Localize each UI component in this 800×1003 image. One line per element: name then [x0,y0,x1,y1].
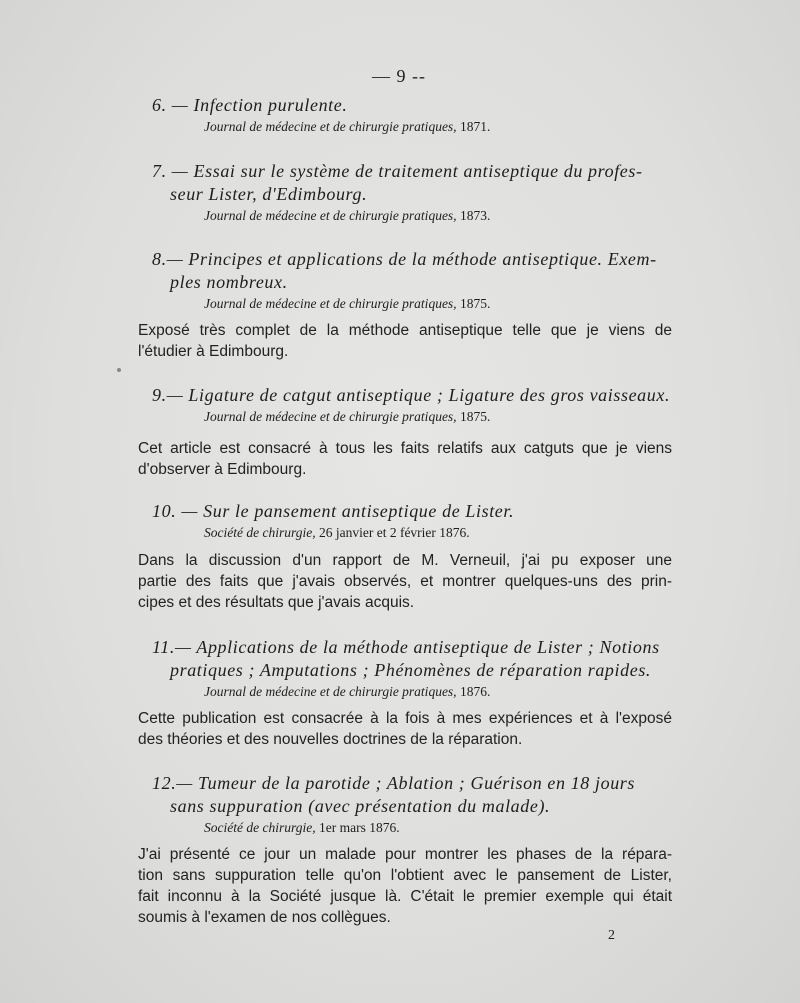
entry-8 [152,248,672,314]
entry-description [138,708,672,750]
entry-source [152,117,672,137]
source-date: 1876. [459,684,491,699]
entry-number: 8.— [152,249,184,269]
entry-source [152,523,672,543]
title-line: Ligature de catgut antiseptique ; Ligature des gros vaisseaux. [188,385,671,405]
title-line: Principes et applications de la méthode antiseptique. Exem- [188,249,657,269]
entry-source [152,818,672,838]
source-name: Journal de médecine et de chirurgie pratiques, [204,409,457,424]
entry-source [152,206,672,226]
title-line: Essai sur le système de traitement antiseptique du profes- [193,161,643,181]
entry-9 [152,384,672,427]
entry-source [152,682,672,702]
entry-title [152,384,672,407]
entry-number: 11.— [152,637,192,657]
source-date: 26 janvier et 2 février 1876. [318,525,470,540]
description-line: cipes et des résultats que j'avais acquis. [138,594,415,611]
description-line: Exposé très complet de la méthode antiseptique telle que je viens de [138,322,672,339]
entry-title [152,248,672,294]
signature-mark: 2 [608,928,615,943]
source-name: Journal de médecine et de chirurgie pratiques, [204,296,457,311]
entry-title [152,94,672,117]
entry-number: 6. — [152,95,189,115]
source-name: Journal de médecine et de chirurgie pratiques, [204,684,457,699]
title-line: Sur le pansement antiseptique de Lister. [203,501,515,521]
title-line: pratiques ; Amputations ; Phénomènes de réparation rapides. [170,660,652,680]
entry-number: 10. — [152,501,199,521]
entry-10 [152,500,672,543]
entry-description [138,550,672,613]
source-date: 1873. [459,208,491,223]
description-line: Cet article est consacré à tous les faits relatifs aux catguts que je viens [138,440,672,457]
entry-title [152,772,672,818]
entry-number: 12.— [152,773,193,793]
entry-description [138,844,672,928]
description-line: d'observer à Edimbourg. [138,461,307,478]
source-date: 1871. [459,119,491,134]
description-line: soumis à l'examen de nos collègues. [138,909,391,926]
source-date: 1875. [459,409,491,424]
entry-6 [152,94,672,137]
title-line: Applications de la méthode antiseptique de Lister ; Notions [196,637,660,657]
paper-speck [117,368,121,372]
description-line: l'étudier à Edimbourg. [138,343,289,360]
title-line: Infection purulente. [193,95,348,115]
description-line: tion sans suppuration telle qu'on l'obtient avec le pansement de Lister, [138,867,672,884]
title-line: ples nombreux. [170,272,288,292]
description-line: fait inconnu à la Société jusque là. C'était le premier exemple qui était [138,888,672,905]
entry-7 [152,160,672,226]
description-line: partie des faits que j'avais observés, et montrer quelques-uns des prin- [138,573,672,590]
description-line: des théories et des nouvelles doctrines de la réparation. [138,731,523,748]
source-date: 1er mars 1876. [318,820,400,835]
title-line: sans suppuration (avec présentation du malade). [170,796,551,816]
source-name: Journal de médecine et de chirurgie pratiques, [204,208,457,223]
entry-11 [152,636,672,702]
entry-title [152,160,672,206]
source-name: Société de chirurgie, [204,820,316,835]
source-name: Journal de médecine et de chirurgie pratiques, [204,119,457,134]
description-line: Cette publication est consacrée à la fois à mes expériences et à l'exposé [138,710,672,727]
entry-description [138,320,672,362]
entry-number: 7. — [152,161,189,181]
entry-description [138,438,672,480]
entry-title [152,500,672,523]
title-line: Tumeur de la parotide ; Ablation ; Guérison en 18 jours [198,773,636,793]
entry-title [152,636,672,682]
title-line: seur Lister, d'Edimbourg. [170,184,368,204]
description-line: J'ai présenté ce jour un malade pour montrer les phases de la répara- [138,846,672,863]
entry-number: 9.— [152,385,184,405]
source-date: 1875. [459,296,491,311]
source-name: Société de chirurgie, [204,525,316,540]
entry-source [152,407,672,427]
page-number: — 9 -- [372,66,426,86]
entry-12 [152,772,672,838]
entry-source [152,294,672,314]
description-line: Dans la discussion d'un rapport de M. Verneuil, j'ai pu exposer une [138,552,672,569]
